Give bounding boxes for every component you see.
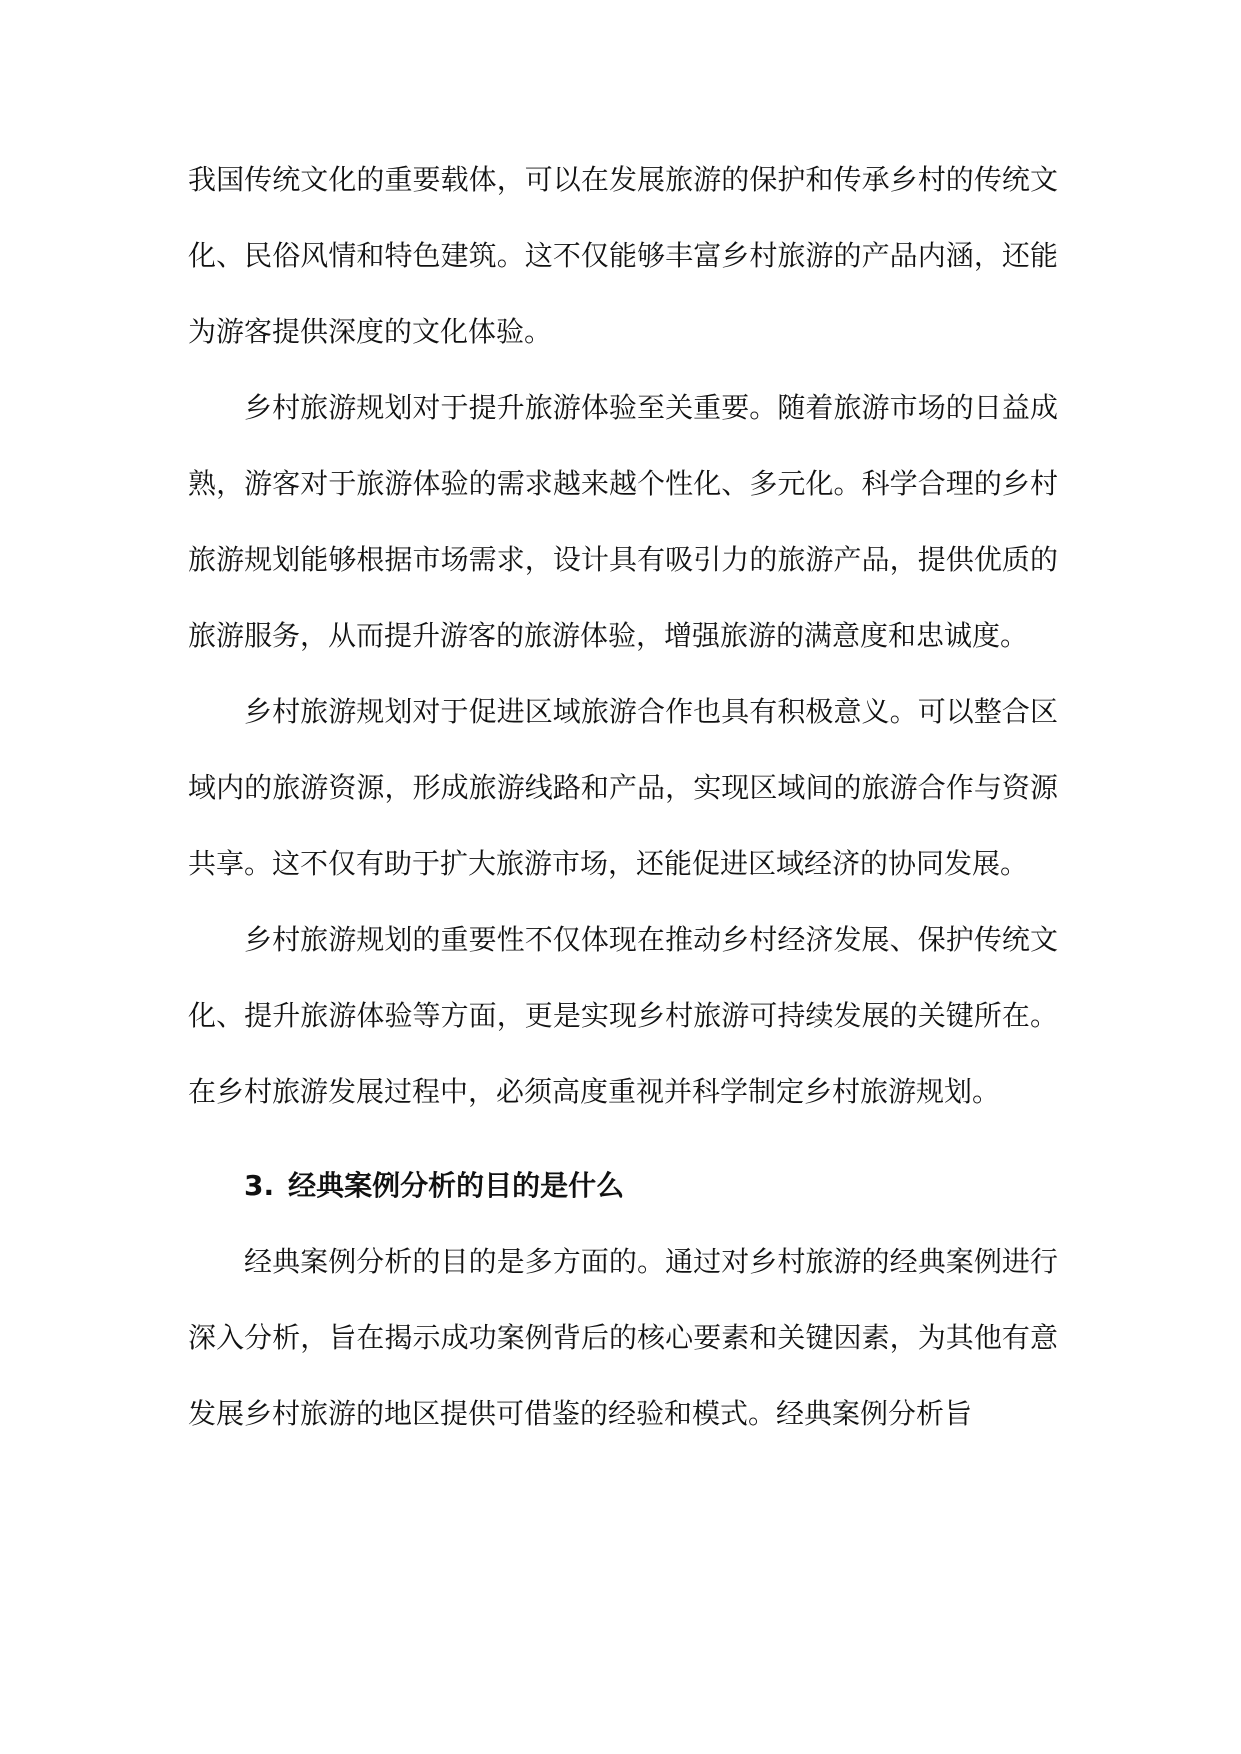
paragraph: 经典案例分析的目的是多方面的。通过对乡村旅游的经典案例进行深入分析，旨在揭示成功案例背后的核心要素和关键因素，为其他有意发展乡村旅游的地区提供可借鉴的经验和模式。经典案例分析旨: [188, 1245, 1058, 1430]
paragraph: 乡村旅游规划对于提升旅游体验至关重要。随着旅游市场的日益成熟，游客对于旅游体验的需求越来越个性化、多元化。科学合理的乡村旅游规划能够根据市场需求，设计具有吸引力的旅游产品，提供优质的旅游服务，从而提升游客的旅游体验，增强旅游的满意度和忠诚度。: [188, 391, 1058, 652]
paragraph-continued: 我国传统文化的重要载体，可以在发展旅游的保护和传承乡村的传统文化、民俗风情和特色建筑。这不仅能够丰富乡村旅游的产品内涵，还能为游客提供深度的文化体验。: [188, 163, 1058, 348]
section-title: 经典案例分析的目的是什么: [288, 1169, 625, 1202]
section-heading: [188, 1148, 1058, 1224]
section-number: 3.: [244, 1169, 275, 1202]
document-body: [188, 142, 1058, 1452]
paragraph: 乡村旅游规划的重要性不仅体现在推动乡村经济发展、保护传统文化、提升旅游体验等方面，更是实现乡村旅游可持续发展的关键所在。在乡村旅游发展过程中，必须高度重视并科学制定乡村旅游规划。: [188, 923, 1058, 1108]
paragraph: 乡村旅游规划对于促进区域旅游合作也具有积极意义。可以整合区域内的旅游资源，形成旅游线路和产品，实现区域间的旅游合作与资源共享。这不仅有助于扩大旅游市场，还能促进区域经济的协同发展。: [188, 695, 1058, 880]
